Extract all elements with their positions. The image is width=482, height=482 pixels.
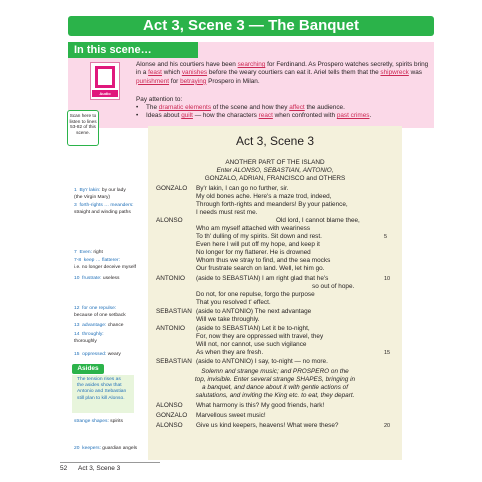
gloss-note: 3 forth-rights … meanders: (74, 203, 134, 208)
speaker: SEBASTIAN (156, 308, 192, 315)
page-footer (60, 464, 120, 473)
play-line: What harmony is this? My good friends, hark! (196, 402, 325, 409)
play-line: Whom thus we stray to find, and the sea mocks (196, 257, 331, 264)
play-line: Will we take throughly. (196, 316, 260, 323)
line-number: 20 (384, 423, 391, 429)
play-line: Even here I will put off my hope, and keep it (196, 241, 320, 248)
line-number: 5 (384, 234, 388, 240)
play-line: To th' dulling of my spirits. Sit down and rest. (196, 233, 322, 240)
line-number: 15 (384, 350, 391, 356)
qr-audio-label: Audio (92, 90, 118, 97)
attention-bullet-1: • The dramatic elements of the scene and how they affect the audience. (136, 104, 345, 111)
scene-summary: Alonse and his courtiers have been searching for Ferdinand. As Prospero watches secretly, spirits bring in a feast which vanishes before the weary courtiers can eat it. Ariel tells them that the shipwreck was punishment for betraying Prospero in Milan. (136, 61, 429, 85)
setting: ANOTHER PART OF THE ISLAND (225, 159, 325, 166)
play-line: (aside to ANTONIO) The next advantage (196, 308, 312, 315)
play-line: By'r lakin, I can go no further, sir. (196, 185, 289, 192)
speaker: GONZALO (156, 185, 188, 192)
page-number: 52 (60, 465, 68, 472)
play-line: For, now they are oppressed with travel, they (196, 333, 324, 340)
qr-audio-card[interactable] (90, 62, 120, 100)
play-line: Our frustrate search on land. Well, let him go. (196, 265, 325, 272)
speaker: SEBASTIAN (156, 358, 192, 365)
line-number: 10 (384, 276, 391, 282)
gloss-note: 15 oppressed: weary (74, 352, 121, 357)
header-title: Act 3, Scene 3 — The Banquet (143, 17, 359, 34)
gloss-note: 7 Even: right (74, 250, 103, 255)
gloss-note: (the Virgin Mary) (74, 195, 111, 200)
attention-bullet-2: • Ideas about guilt — how the characters react when confronted with past crimes. (136, 112, 372, 119)
entry-characters: GONZALO, ADRIAN, FRANCISCO and OTHERS (204, 175, 346, 182)
footer-rule (60, 462, 160, 463)
play-line: That you resolved t' effect. (196, 299, 271, 306)
speaker: ANTONIO (156, 325, 185, 332)
footer-label: Act 3, Scene 3 (78, 465, 121, 472)
qr-code-icon (95, 66, 115, 88)
gloss-note: 12 for one repulse: (74, 306, 117, 311)
stage-direction-line: Solemn and strange music; and PROSPERO on the (201, 368, 349, 375)
play-line: Will not, nor cannot, use such vigilance (196, 341, 307, 348)
play-line: Who am myself attached with weariness (196, 225, 311, 232)
play-line: Through forth-rights and meanders! By your patience, (196, 201, 348, 208)
gloss-note: i.e. no longer deceive myself (74, 265, 136, 270)
entry-direction: Enter ALONSO, SEBASTIAN, ANTONIO, (216, 167, 334, 174)
in-this-scene-box (68, 42, 434, 128)
asides-box: The tension rises as the asides show that Antonio and Sebastian still plan to kill Alonso. (72, 375, 134, 413)
play-line: so out of hope. (312, 283, 355, 290)
scan-note: Scan here to listen to lines 53-82 of this scene. (67, 110, 99, 146)
attention-label: Pay attention to: (136, 96, 183, 103)
gloss-note: 13 advantage: chance (74, 323, 124, 328)
gloss-note: thoroughly (74, 339, 97, 344)
play-line: As when they are fresh. (196, 349, 264, 356)
asides-tag: Asides (72, 364, 104, 374)
play-title: Act 3, Scene 3 (235, 134, 315, 148)
stage-direction-line: top, invisible. Enter several strange SHAPES, bringing in (194, 376, 356, 383)
speaker: ALONSO (156, 422, 183, 429)
speaker: ALONSO (156, 402, 183, 409)
play-line: I needs must rest me. (196, 209, 258, 216)
play-line: (aside to SEBASTIAN) Let it be to-night, (196, 325, 310, 332)
stage-direction-line: salutations, and inviting the King etc. to eat, they depart. (195, 392, 355, 399)
stage-direction-line: a banquet, and dance about it with gentle actions of (201, 384, 349, 391)
play-line: My old bones ache. Here's a maze trod, indeed, (196, 193, 332, 200)
gloss-note: 14 throughly: (74, 332, 104, 337)
speaker: ANTONIO (156, 275, 185, 282)
gloss-note: because of one setback (74, 313, 126, 318)
in-this-scene-heading: In this scene… (68, 42, 198, 58)
play-line: (aside to ANTONIO) I say, to-night — no more. (196, 358, 328, 365)
gloss-note: 1 By'r lakin: by our lady (74, 188, 126, 193)
page-header (68, 16, 434, 36)
play-line: Old lord, I cannot blame thee, (276, 217, 360, 224)
speaker: GONZALO (156, 412, 188, 419)
play-line: Do not, for one repulse, forgo the purpose (196, 291, 315, 298)
gloss-note: 20 keepers: guardian angels (74, 446, 138, 451)
play-line: Give us kind keepers, heavens! What were these? (196, 422, 339, 429)
speaker: ALONSO (156, 217, 183, 224)
gloss-note: 10 frustrate: useless (74, 276, 120, 281)
gloss-note: straight and winding paths (74, 210, 131, 215)
play-line: (aside to SEBASTIAN) I am right glad that he's (196, 275, 329, 282)
gloss-note: strange shapes: spirits (74, 419, 123, 424)
play-text-box (148, 126, 402, 460)
play-line: Marvellous sweet music! (196, 412, 266, 419)
play-line: No longer for my flatterer. He is drowned (196, 249, 311, 256)
gloss-note: 7-8 keep … flatterer: (74, 258, 120, 263)
